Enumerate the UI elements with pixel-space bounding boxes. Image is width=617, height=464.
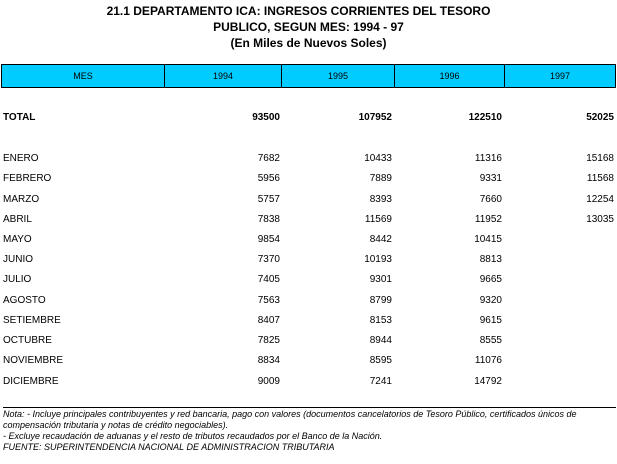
value-1994: 5757 <box>257 194 280 205</box>
value-1995: 9301 <box>369 274 392 285</box>
month-label: MAYO <box>3 234 32 245</box>
value-1995: 7241 <box>369 376 392 387</box>
table-row <box>0 230 617 250</box>
value-1994: 7825 <box>257 335 280 346</box>
value-1995: 10433 <box>364 153 392 164</box>
month-label: ABRIL <box>3 214 32 225</box>
source-text: FUENTE: SUPERINTENDENCIA NACIONAL DE ADMINISTRACION TRIBUTARIA <box>3 442 335 452</box>
table-row <box>0 331 617 351</box>
value-1996: 9320 <box>479 295 502 306</box>
notes-divider <box>3 407 616 408</box>
month-label: JUNIO <box>3 254 33 265</box>
table-row <box>0 372 617 392</box>
value-1995: 8595 <box>369 355 392 366</box>
value-1997: 11568 <box>586 173 614 184</box>
value-1995: 7889 <box>369 173 392 184</box>
value-1995: 10193 <box>364 254 392 265</box>
table-row <box>0 210 617 230</box>
table-row <box>0 311 617 331</box>
table-title-line-2: PUBLICO, SEGUN MES: 1994 - 97 <box>213 20 404 34</box>
value-1996: 7660 <box>479 194 502 205</box>
note-text: Nota: - Incluye principales contribuyentes y red bancaria, pago con valores (documentos cancelatorios de Tesoro Público, certificados únicos de compensación tributaria y notas de crédito negociables). <box>3 409 577 430</box>
month-label: DICIEMBRE <box>3 376 59 387</box>
value-1995: 8799 <box>369 295 392 306</box>
value-1997: 13035 <box>586 214 614 225</box>
header-1997: 1997 <box>504 64 616 88</box>
value-1995: 8442 <box>369 234 392 245</box>
total-1994: 93500 <box>252 112 280 123</box>
header-1996: 1996 <box>394 64 505 88</box>
total-1996: 122510 <box>468 112 502 123</box>
table-row <box>0 250 617 270</box>
value-1996: 9615 <box>479 315 502 326</box>
value-1994: 5956 <box>257 173 280 184</box>
month-label: OCTUBRE <box>3 335 52 346</box>
table-row <box>0 190 617 210</box>
value-1994: 7682 <box>257 153 280 164</box>
month-label: JULIO <box>3 274 32 285</box>
month-label: MARZO <box>3 194 40 205</box>
value-1994: 9009 <box>257 376 280 387</box>
month-label: ENERO <box>3 153 39 164</box>
value-1996: 9331 <box>479 173 502 184</box>
table-row <box>0 169 617 189</box>
value-1995: 8944 <box>369 335 392 346</box>
value-1994: 8834 <box>257 355 280 366</box>
value-1996: 9665 <box>479 274 502 285</box>
value-1996: 11076 <box>474 355 502 366</box>
table-row <box>0 351 617 371</box>
month-label: AGOSTO <box>3 295 46 306</box>
value-1997: 15168 <box>586 153 614 164</box>
value-1994: 7563 <box>257 295 280 306</box>
table-row <box>0 149 617 169</box>
value-1994: 7838 <box>257 214 280 225</box>
total-row <box>0 108 617 128</box>
value-1995: 8153 <box>369 315 392 326</box>
table-header <box>1 64 616 88</box>
month-label: FEBRERO <box>3 173 52 184</box>
header-1995: 1995 <box>281 64 395 88</box>
month-label: NOVIEMBRE <box>3 355 64 366</box>
value-1997: 12254 <box>586 194 614 205</box>
value-1996: 11316 <box>474 153 502 164</box>
header-mes: MES <box>1 64 165 88</box>
value-1996: 8555 <box>479 335 502 346</box>
table-row <box>0 291 617 311</box>
value-1994: 8407 <box>257 315 280 326</box>
value-1995: 8393 <box>369 194 392 205</box>
value-1995: 11569 <box>364 214 392 225</box>
month-label: SETIEMBRE <box>3 315 61 326</box>
note-exclusion: - Excluye recaudación de aduanas y el resto de tributos recaudados por el Banco de la Nación. <box>3 431 383 441</box>
table-title-units: (En Miles de Nuevos Soles) <box>230 36 387 50</box>
value-1994: 9854 <box>257 234 280 245</box>
value-1996: 11952 <box>474 214 502 225</box>
value-1996: 10415 <box>474 234 502 245</box>
table-title-line-1: 21.1 DEPARTAMENTO ICA: INGRESOS CORRIENTES DEL TESORO <box>106 4 491 18</box>
value-1994: 7370 <box>257 254 280 265</box>
total-label: TOTAL <box>3 112 36 123</box>
table-row <box>0 270 617 290</box>
value-1996: 14792 <box>474 376 502 387</box>
value-1996: 8813 <box>479 254 502 265</box>
total-1995: 107952 <box>358 112 392 123</box>
header-1994: 1994 <box>164 64 282 88</box>
total-1997: 52025 <box>586 112 614 123</box>
value-1994: 7405 <box>257 274 280 285</box>
